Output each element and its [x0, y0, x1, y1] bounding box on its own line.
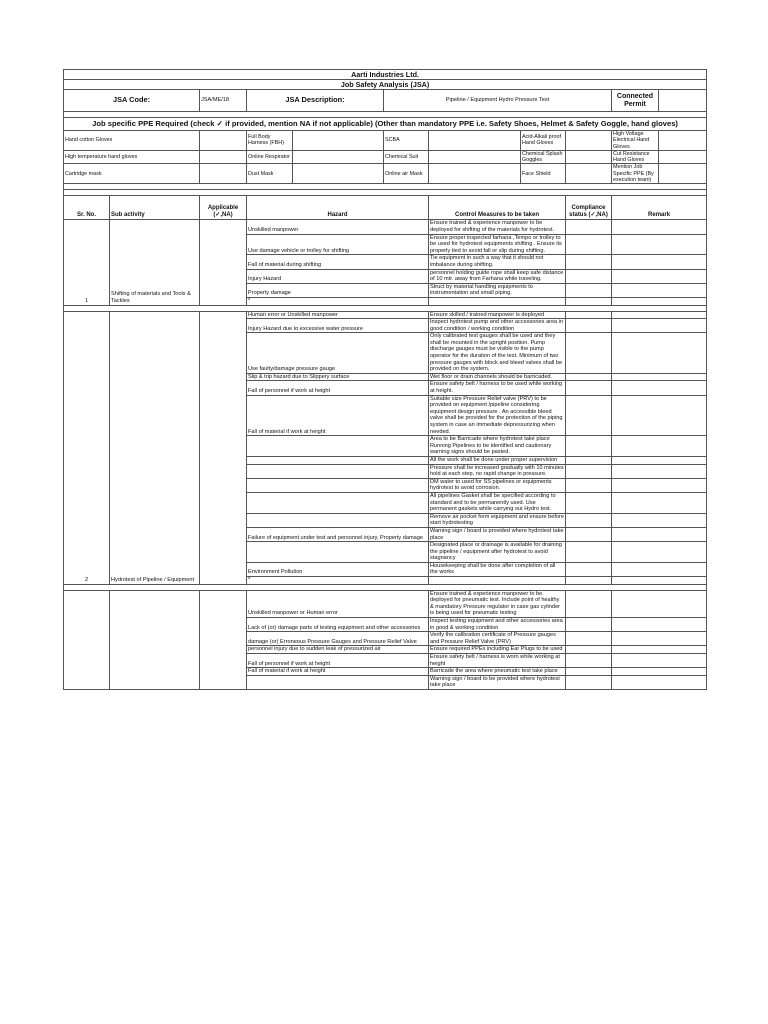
remark-cell[interactable] [612, 333, 707, 374]
ppe-item-label: Chemical Splash Goggles [521, 150, 566, 164]
compliance-cell[interactable] [566, 311, 612, 319]
hazard-cell: Lack of (or) damage parts of testing equipment and other accessories [247, 618, 429, 632]
hazard-cell: Unskilled manpower or Human error [247, 590, 429, 617]
control-measure-cell: Ensure skilled / trained manpower is deployed [429, 311, 566, 319]
remark-cell[interactable] [612, 527, 707, 541]
hazard-cell: Unskilled manpower [247, 220, 429, 234]
ppe-item-label: Cartridge mask [64, 164, 200, 184]
compliance-cell[interactable] [566, 283, 612, 297]
compliance-cell[interactable] [566, 255, 612, 269]
remark-cell[interactable] [612, 618, 707, 632]
remark-cell[interactable] [612, 464, 707, 478]
column-header-sr: Sr. No. [64, 196, 110, 220]
control-measure-cell: Pressure shall be increased gradually with 10 minutes hold at each step, no rapid change in pressure. [430, 464, 564, 478]
table-row [64, 311, 707, 319]
ppe-check-cell[interactable] [200, 131, 247, 151]
remark-cell[interactable] [612, 542, 707, 563]
remark-cell[interactable] [612, 646, 707, 654]
compliance-cell[interactable] [566, 220, 612, 234]
hazard-cell: Fall of material if work at height [247, 668, 429, 676]
remark-cell[interactable] [612, 220, 707, 234]
ppe-check-cell[interactable] [293, 164, 384, 184]
control-measure-cell: Warning sign / board is provided where hydrotest take place [430, 527, 564, 541]
remark-cell[interactable] [612, 513, 707, 527]
connected-permit-value [659, 90, 707, 112]
ppe-check-cell[interactable] [566, 131, 612, 151]
compliance-cell[interactable] [566, 478, 612, 492]
jsa-description-value: Pipeline / Equipment Hydro Pressure Test [384, 90, 612, 112]
ppe-item-label: Dust Mask [247, 164, 293, 184]
connected-permit-label: Connected Permit [612, 90, 659, 112]
control-measure-cell: Ensure safety belt / harness is worn while working at height [429, 654, 566, 668]
sub-activity: Hydrotest of Pipeline / Equipment [110, 311, 200, 584]
ppe-check-cell[interactable] [566, 164, 612, 184]
applicable-cell[interactable] [200, 590, 247, 689]
control-measure-cell: Struct by material handling equipments to instrumentation and small piping. [429, 283, 566, 297]
column-header-hazard: Hazard [247, 196, 429, 220]
control-measure-cell: Housekeeping shall be done after completion of all the works [429, 562, 566, 576]
compliance-cell[interactable] [566, 436, 612, 457]
compliance-cell[interactable] [566, 618, 612, 632]
hazard-cell [247, 464, 429, 478]
compliance-cell[interactable] [566, 319, 612, 333]
sr-number [64, 590, 110, 689]
control-measure-cell: Suitable size Pressure Relief valve (PRV) to be provided on equipment /pipeline considering equipment design pressure . An accessible bleed valve shall be provided for the protection of the piping system in case an immediate depressurizing when needed. [429, 395, 566, 436]
ppe-row [64, 131, 707, 151]
hazard-cell: Fall of material if work at height [247, 395, 429, 436]
sr-number: 1 [64, 220, 110, 305]
ppe-item-label: Cut Resistance Hand Gloves [612, 150, 659, 164]
hazard-cell: Use faulty/damage pressure gauge [247, 333, 429, 374]
hazard-cell [247, 513, 429, 527]
remark-cell[interactable] [612, 269, 707, 283]
company-name: Aarti Industries Ltd. [64, 70, 707, 80]
ppe-row [64, 164, 707, 184]
control-measure-cell: Inspect testing equipment and other accessories area in good & working condition [429, 618, 566, 632]
control-measure-cell: Warning sign / board to be provided where hydrotest take place [429, 675, 566, 689]
remark-cell[interactable] [612, 311, 707, 319]
hazard-cell [247, 436, 429, 457]
jsa-code-value: JSA/ME/18 [200, 90, 247, 112]
hazard-cell: Injury Hazard [247, 269, 429, 283]
compliance-cell[interactable] [566, 492, 612, 513]
ppe-row [64, 150, 707, 164]
compliance-cell[interactable] [566, 654, 612, 668]
hazard-cell [247, 456, 429, 464]
compliance-cell[interactable] [566, 632, 612, 646]
control-measure-cell: personnel holding guide rope shall keep safe distance of 10 mtr. away from Farhana while traveling. [429, 269, 566, 283]
remark-cell[interactable] [612, 590, 707, 617]
ppe-item-label: Full Body Harness (FBH) [247, 131, 293, 151]
ppe-item-label: Mention Job Specific PPE (By execution team) [612, 164, 659, 184]
applicable-cell[interactable] [200, 220, 247, 305]
ppe-item-label: Hand cotton Gloves [64, 131, 200, 151]
table-row [64, 590, 707, 617]
compliance-cell[interactable] [566, 542, 612, 563]
remark-cell[interactable] [612, 562, 707, 576]
column-header-sub-activity: Sub activity [110, 196, 200, 220]
hazard-cell: Fall of material during shifting [247, 255, 429, 269]
hazard-cell: Fall of personnel if work at height [247, 654, 429, 668]
compliance-cell[interactable] [566, 381, 612, 395]
compliance-cell[interactable] [566, 234, 612, 255]
hazard-cell: Environment Pollution [247, 562, 429, 576]
jsa-code-label: JSA Code: [64, 90, 200, 112]
control-measure-cell [429, 297, 566, 305]
ppe-check-cell[interactable] [659, 131, 707, 151]
remark-cell[interactable] [612, 255, 707, 269]
control-measure-cell: Barricade the area where pneumatic test take place [429, 668, 566, 676]
remark-cell[interactable] [612, 478, 707, 492]
compliance-cell[interactable] [566, 675, 612, 689]
remark-cell[interactable] [612, 456, 707, 464]
compliance-cell[interactable] [566, 333, 612, 374]
ppe-check-cell[interactable] [429, 150, 521, 164]
hazard-cell [247, 478, 429, 492]
compliance-cell[interactable] [566, 464, 612, 478]
ppe-item-label: Face Shield [521, 164, 566, 184]
ppe-item-label: Online Respirator [247, 150, 293, 164]
ppe-title: Job specific PPE Required (check ✓ if provided, mention NA if not applicable) (Other than mandatory PPE i.e. Safety Shoes, Helmet & Safety Goggle, hand gloves) [64, 118, 707, 131]
hazard-cell [247, 675, 429, 689]
control-measure-cell: Wet floor or drain channels should be barricaded. [429, 373, 566, 381]
jsa-description-label: JSA Description: [247, 90, 384, 112]
remark-cell[interactable] [612, 668, 707, 676]
hazard-cell: Human error or Unskilled manpower [247, 311, 429, 319]
activity-table [64, 220, 707, 690]
control-measure-cell: Verify the calibration certificate of Pressure gauges and Pressure Relief Valve (PRV) [429, 632, 566, 646]
compliance-cell[interactable] [566, 668, 612, 676]
hazard-cell [247, 542, 429, 563]
control-measure-cell: Ensure proper inspected farhana ,Tempo or trolley to be used for hydrotest equipments shifting . Ensure its properly tied to avoid fall or slip during shifting. [429, 234, 566, 255]
remark-cell[interactable] [612, 492, 707, 513]
remark-cell[interactable] [612, 654, 707, 668]
hazard-cell: damage (or) Erroneous Pressure Gauges and Pressure Relief Valve [247, 632, 429, 646]
hazard-cell: Injury Hazard due to excessive water pressure [247, 319, 429, 333]
applicable-cell[interactable] [200, 311, 247, 584]
hazard-cell: Failure of equipment under test and personnel injury, Property damage [247, 527, 429, 541]
control-measure-cell: Area to be Barricade where hydrotest take place Running Pipelines to be identified and cautionary warning signs should be pasted. [429, 436, 566, 457]
remark-cell[interactable] [612, 234, 707, 255]
remark-cell[interactable] [612, 319, 707, 333]
ppe-check-cell[interactable] [200, 164, 247, 184]
remark-cell[interactable] [612, 675, 707, 689]
hazard-cell: personnel injury due to sudden leak of pressurized air [247, 646, 429, 654]
hazard-cell: Property damage [247, 283, 429, 297]
ppe-check-cell[interactable] [293, 150, 384, 164]
ppe-check-cell[interactable] [659, 164, 707, 184]
column-header-control: Control Measures to be taken [429, 196, 566, 220]
hazard-cell: Fall of personnel if work at height [247, 381, 429, 395]
control-measure-cell: Ensure required PPEs including Ear Plugs to be used [429, 646, 566, 654]
ppe-item-label: Online air Mask [384, 164, 429, 184]
control-measure-cell: Ensure trained & experience manpower to be deployed for pneumatic test. Include point of healthy & mandatory Pressure regulator in case gas cylinder is being used for pneumatic testing [429, 590, 566, 617]
sr-number: 2 [64, 311, 110, 584]
table-row [64, 220, 707, 234]
compliance-cell[interactable] [566, 513, 612, 527]
hazard-cell [247, 492, 429, 513]
compliance-cell[interactable] [566, 456, 612, 464]
sub-activity: Shifting of materials and Tools & Tackles [110, 220, 200, 305]
compliance-cell[interactable] [566, 646, 612, 654]
control-measure-cell: Remove air pocket form equipment and ensure before start hydrotesting [430, 513, 565, 527]
ppe-item-label: Acid-Alkali proof Hand Gloves [521, 131, 566, 151]
column-header-applicable: Applicable (✓,NA) [200, 196, 247, 220]
control-measure-cell: Ensure safety belt / harness to be used while working at height. [429, 381, 566, 395]
control-measure-cell: All the work shall be done under proper supervision [429, 456, 566, 464]
remark-cell[interactable] [612, 632, 707, 646]
column-header-remark: Remark [612, 196, 707, 220]
compliance-cell[interactable] [566, 562, 612, 576]
ppe-check-cell[interactable] [659, 150, 707, 164]
control-measure-cell: Only calibrated test gauges shall be used and they shall be mounted in the upright position. Pump discharge gauges must be visible to the pump operator for the duration of the test. Minimum of two pressure gauges with block and bleed valves shall be provided on the system. [429, 333, 566, 374]
hazard-cell: Use damage vehicle or trolley for shifting [247, 234, 429, 255]
jsa-table [63, 69, 707, 690]
sub-activity [110, 590, 200, 689]
remark-cell[interactable] [612, 381, 707, 395]
ppe-item-label: SCBA [384, 131, 429, 151]
compliance-cell[interactable] [566, 590, 612, 617]
remark-cell[interactable] [612, 283, 707, 297]
compliance-cell[interactable] [566, 297, 612, 305]
compliance-cell[interactable] [566, 577, 612, 585]
ppe-item-label: High temperature hand gloves [64, 150, 200, 164]
control-measure-cell: Ensure trained & experience manpower to be deployed for shifting of the materials for hydrotest. [429, 220, 566, 234]
compliance-cell[interactable] [566, 269, 612, 283]
control-measure-cell: Tie equipment in such a way that it should not imbalance during shifting. [429, 255, 566, 269]
ppe-check-cell[interactable] [566, 150, 612, 164]
compliance-cell[interactable] [566, 527, 612, 541]
column-header-compliance: Compliance status (✓,NA) [566, 196, 612, 220]
control-measure-cell: DM water to used for SS pipelines or equipments hydrotest to avoid corrosion. [429, 478, 566, 492]
control-measure-cell: Designated place or drainage is available for draining the pipeline / equipment after hydrotest to avoid stagnancy [429, 542, 566, 563]
jsa-sheet [63, 69, 706, 690]
compliance-cell[interactable] [566, 373, 612, 381]
ppe-item-label: High Voltage Electrical Hand Gloves [612, 131, 659, 151]
ppe-check-cell[interactable] [200, 150, 247, 164]
document-title: Job Safety Analysis (JSA) [64, 80, 707, 90]
ppe-table [64, 131, 707, 184]
ppe-check-cell[interactable] [429, 131, 521, 151]
ppe-item-label: Chemical Suit [384, 150, 429, 164]
control-measure-cell [429, 577, 566, 585]
remark-cell[interactable] [612, 395, 707, 436]
hazard-cell: * [247, 577, 429, 585]
ppe-check-cell[interactable] [429, 164, 521, 184]
hazard-cell: Slip & trip hazard due to Slippery surface [247, 373, 429, 381]
compliance-cell[interactable] [566, 395, 612, 436]
control-measure-cell: All pipelines Gasket shall be specified according to standard and to be permanently used. Use permanent gaskets while carrying out Hydro test. [429, 492, 566, 513]
hazard-cell: * [247, 297, 429, 305]
control-measure-cell: Inspect hydrotest pump and other accessories area in good condition / working condition [429, 319, 566, 333]
ppe-check-cell[interactable] [293, 131, 384, 151]
remark-cell[interactable] [612, 436, 707, 457]
remark-cell[interactable] [612, 577, 707, 585]
remark-cell[interactable] [612, 373, 707, 381]
remark-cell[interactable] [612, 297, 707, 305]
